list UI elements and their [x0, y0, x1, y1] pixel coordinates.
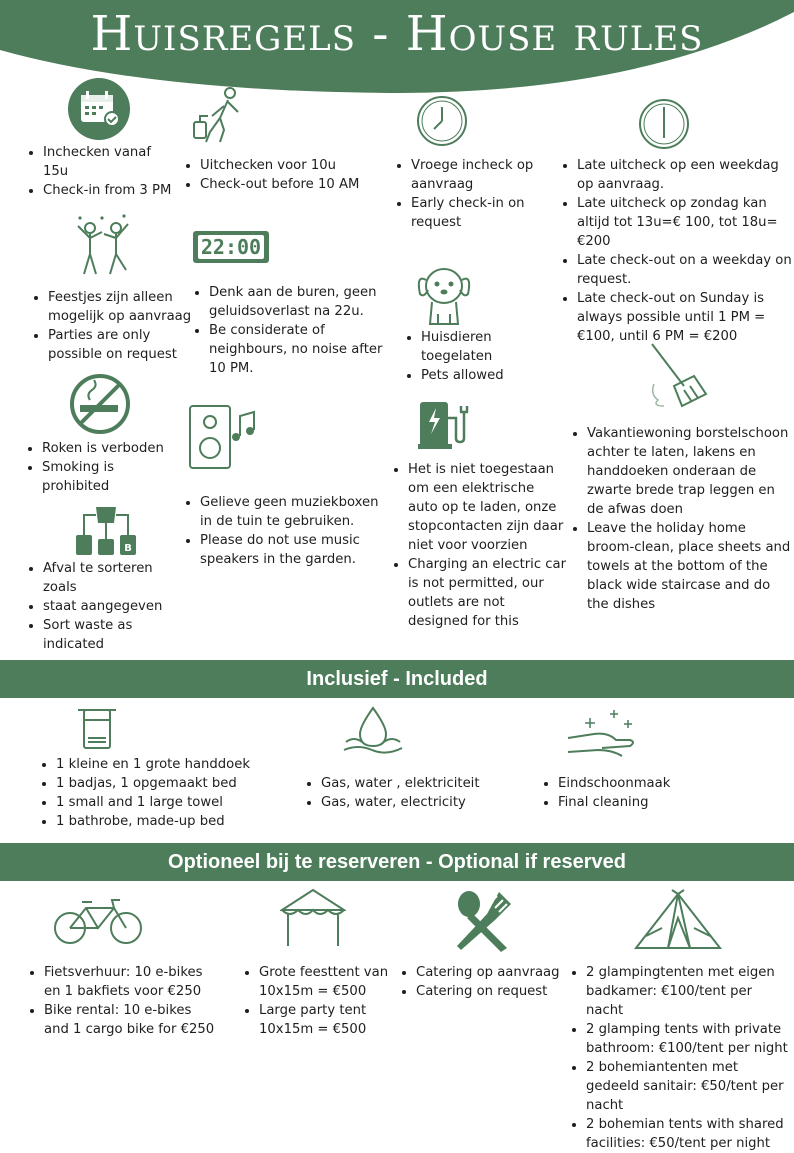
digital-clock-icon — [192, 230, 270, 264]
late-checkout-rules — [561, 156, 793, 346]
party-tent-nl: • Grote feesttent van 10x15m = €500 — [259, 963, 403, 1001]
late-checkout-en-weekday: • Late check-out on a weekday on request. — [577, 251, 793, 289]
waste-nl-1: • Afval te sorteren zoals — [43, 559, 182, 597]
checkout-rules — [184, 156, 384, 194]
party-tent-en: • Large party tent 10x15m = €500 — [259, 1001, 403, 1039]
included-utilities — [305, 774, 535, 812]
dog-icon — [412, 258, 476, 330]
party-people-icon — [72, 212, 134, 278]
tent-icon — [632, 888, 724, 952]
final-cleaning-en: • Final cleaning — [558, 793, 742, 812]
recycle-bins-icon — [74, 505, 138, 557]
parties-rules — [32, 288, 192, 364]
bicycle-icon — [52, 894, 144, 946]
optional-glamping — [570, 963, 792, 1153]
page-title: Huisregels - House rules — [90, 6, 704, 62]
late-checkout-en-sunday: • Late check-out on Sunday is always possible until 1 PM = €100, until 6 PM = €200 — [577, 289, 793, 346]
waste-nl-2: • staat aangegeven — [43, 597, 182, 616]
noise-en: • Be considerate of neighbours, no noise after 10 PM. — [209, 321, 393, 378]
ev-en: • Charging an electric car is not permitted, our outlets are not designed for this — [408, 555, 567, 631]
late-checkout-nl-weekday: • Late uitcheck op een weekdag op aanvraag. — [577, 156, 793, 194]
pets-rules — [405, 328, 545, 385]
bikes-en: • Bike rental: 10 e-bikes and 1 cargo bike for €250 — [44, 1001, 218, 1039]
smoking-nl: • Roken is verboden — [42, 439, 176, 458]
catering-nl: • Catering op aanvraag — [416, 963, 570, 982]
catering-en: • Catering on request — [416, 982, 570, 1001]
music-en: • Please do not use music speakers in the garden. — [200, 531, 384, 569]
glamping-en-shared: • 2 bohemian tents with shared facilities: €50/tent per night — [586, 1115, 792, 1153]
included-heading: Inclusief - Included — [0, 660, 794, 698]
music-nl: • Gelieve geen muziekboxen in de tuin te gebruiken. — [200, 493, 384, 531]
waste-en: • Sort waste as indicated — [43, 616, 182, 654]
checkin-nl: • Inchecken vanaf 15u — [43, 143, 177, 181]
optional-party-tent — [243, 963, 403, 1039]
cleaning-nl: • Vakantiewoning borstelschoon achter te laten, lakens en handdoeken onderaan de zwarte brede trap leggen en de afwas doen — [587, 424, 791, 519]
cleaning-rules — [571, 424, 791, 614]
final-cleaning-nl: • Eindschoonmaak — [558, 774, 742, 793]
ev-nl: • Het is niet toegestaan om een elektrische auto op te laden, onze stopcontacten zijn daar niet voor voorzien — [408, 460, 567, 555]
no-smoking-icon — [68, 372, 132, 436]
svg-text:B: B — [124, 543, 132, 554]
broom-icon — [648, 340, 712, 412]
optional-catering — [400, 963, 570, 1001]
smoking-rules — [26, 439, 176, 496]
digital-clock-text: 22:00 — [200, 235, 262, 259]
pets-en: • Pets allowed — [421, 366, 545, 385]
music-rules — [184, 493, 384, 569]
calendar-icon — [68, 78, 130, 140]
smoking-en: • Smoking is prohibited — [42, 458, 176, 496]
pets-nl: • Huisdieren toegelaten — [421, 328, 545, 366]
glamping-nl-shared: • 2 bohemiantenten met gedeeld sanitair: €50/tent per nacht — [586, 1058, 792, 1115]
ev-charger-icon — [418, 398, 470, 450]
parties-en: • Parties are only possible on request — [48, 326, 192, 364]
included-towels — [40, 755, 300, 831]
checkout-en: • Check-out before 10 AM — [200, 175, 384, 194]
optional-bikes — [28, 963, 218, 1039]
glamping-en-private: • 2 glamping tents with private bathroom: €100/tent per night — [586, 1020, 792, 1058]
towels-nl-1: • 1 kleine en 1 grote handdoek — [56, 755, 300, 774]
towels-nl-2: • 1 badjas, 1 opgemaakt bed — [56, 774, 300, 793]
speaker-icon — [188, 402, 258, 470]
ev-rules — [392, 460, 567, 631]
clock-noon-icon — [638, 98, 690, 150]
included-final-cleaning — [542, 774, 742, 812]
early-checkin-nl: • Vroege incheck op aanvraag — [411, 156, 555, 194]
optional-heading: Optioneel bij te reserveren - Optional if reserved — [0, 843, 794, 881]
fork-spoon-icon — [455, 890, 513, 952]
clean-hands-icon — [564, 704, 644, 760]
checkin-rules — [27, 143, 177, 200]
glamping-nl-private: • 2 glampingtenten met eigen badkamer: €100/tent per nacht — [586, 963, 792, 1020]
water-drop-icon — [342, 706, 404, 754]
clock-icon — [416, 95, 468, 147]
towel-icon — [76, 706, 118, 752]
checkout-nl: • Uitchecken voor 10u — [200, 156, 384, 175]
waste-rules — [27, 559, 182, 654]
towels-en-1: • 1 small and 1 large towel — [56, 793, 300, 812]
late-checkout-nl-sunday: • Late uitcheck op zondag kan altijd tot 13u=€ 100, tot 18u= €200 — [577, 194, 793, 251]
utilities-en: • Gas, water, electricity — [321, 793, 535, 812]
parties-nl: • Feestjes zijn alleen mogelijk op aanvraag — [48, 288, 192, 326]
towels-en-2: • 1 bathrobe, made-up bed — [56, 812, 300, 831]
cleaning-en: • Leave the holiday home broom-clean, place sheets and towels at the bottom of the black wide staircase and do the dishes — [587, 519, 791, 614]
noise-rules — [193, 283, 393, 378]
early-checkin-rules — [395, 156, 555, 232]
noise-nl: • Denk aan de buren, geen geluidsoverlast na 22u. — [209, 283, 393, 321]
party-tent-icon — [280, 888, 346, 948]
early-checkin-en: • Early check-in on request — [411, 194, 555, 232]
checkin-en: • Check-in from 3 PM — [43, 181, 177, 200]
bikes-nl: • Fietsverhuur: 10 e-bikes en 1 bakfiets voor €250 — [44, 963, 218, 1001]
utilities-nl: • Gas, water , elektriciteit — [321, 774, 535, 793]
walking-traveler-icon — [190, 86, 246, 146]
